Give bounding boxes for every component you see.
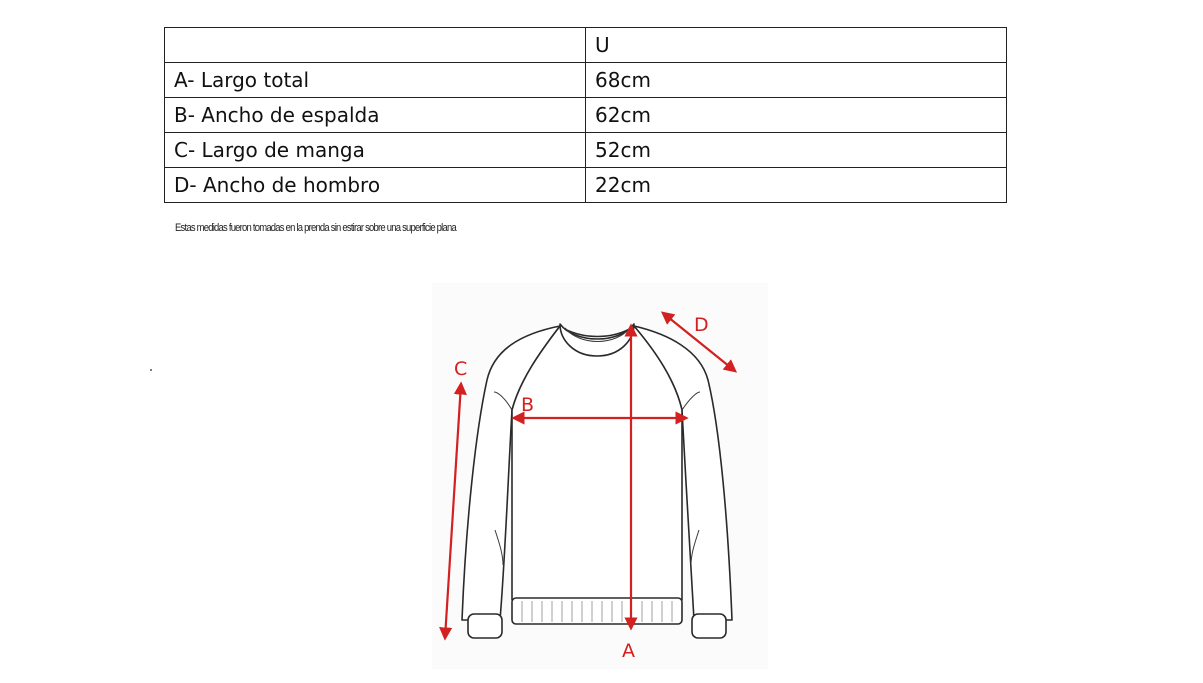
header-cell-size: U [586, 28, 1007, 63]
hem-band [512, 598, 682, 624]
measure-value: 68cm [586, 63, 1007, 98]
left-cuff [468, 614, 502, 638]
right-cuff [692, 614, 726, 638]
measure-name: D- Ancho de hombro [165, 168, 586, 203]
measure-name: B- Ancho de espalda [165, 98, 586, 133]
measure-value: 52cm [586, 133, 1007, 168]
label-a: A [622, 640, 635, 662]
measure-value: 62cm [586, 98, 1007, 133]
label-d: D [694, 314, 709, 336]
measure-value: 22cm [586, 168, 1007, 203]
sweatshirt-illustration [462, 324, 732, 638]
body [512, 326, 682, 600]
measure-name: C- Largo de manga [165, 133, 586, 168]
label-c: C [454, 358, 468, 380]
label-b: B [521, 394, 535, 416]
measure-name: A- Largo total [165, 63, 586, 98]
arrow-c [445, 384, 461, 638]
measurement-note: Estas medidas fueron tomadas en la prenda sin estirar sobre una superficie plana [175, 222, 456, 234]
